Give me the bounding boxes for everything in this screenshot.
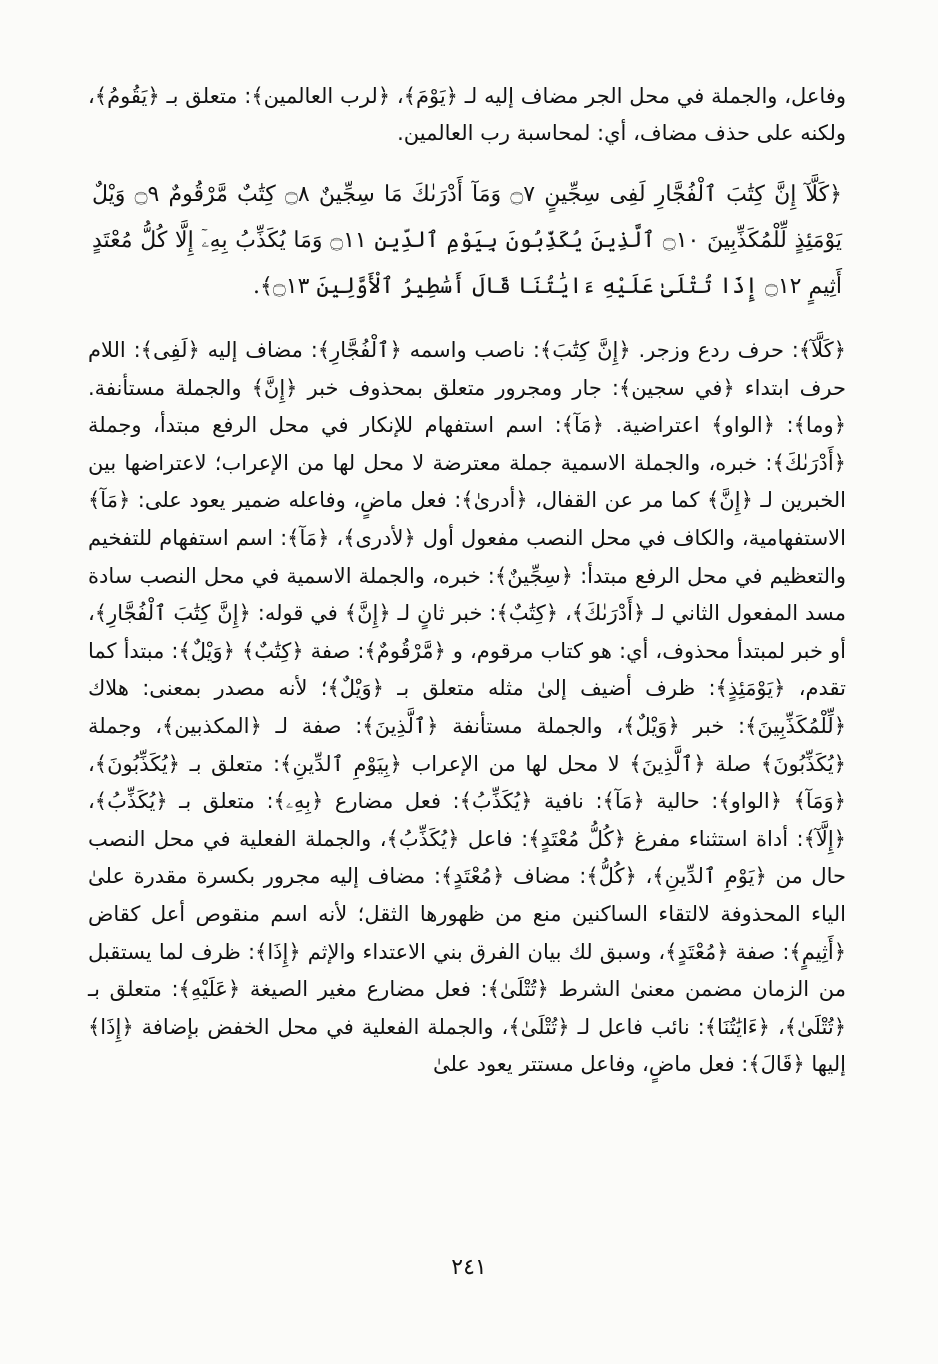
intro-paragraph: وفاعل، والجملة في محل الجر مضاف إليه لـ ﴿يَوْمَ﴾، ﴿لرب العالمين﴾: متعلق بـ ﴿يَقُومُ﴾، ولكنه على حذف مضاف، أي: لمحاسبة رب العالمين.	[88, 84, 846, 145]
quran-verses: ﴿كَلَّآ إِنَّ كِتَٰبَ ٱلْفُجَّارِ لَفِى سِجِّينٍ ۝٧ وَمَآ أَدْرَىٰكَ مَا سِجِّينٌ ۝٨ كِتَٰبٌ مَّرْقُومٌ ۝٩ وَيْلٌ يَوْمَئِذٍ لِّلْمُكَذِّبِينَ ۝١٠ ٱلَّذِينَ يُكَذِّبُونَ بِيَوْمِ ٱلدِّينِ ۝١١ وَمَا يُكَذِّبُ بِهِۦٓ إِلَّا كُلُّ مُعْتَدٍ أَثِيمٍ ۝١٢ إِذَا تُتْلَىٰ عَلَيْهِ ءَايَٰتُنَا قَالَ أَسَٰطِيرُ ٱلْأَوَّلِينَ ۝١٣﴾.	[92, 182, 842, 299]
grammar-analysis-paragraph: ﴿كَلَّآ﴾: حرف ردع وزجر. ﴿إِنَّ كِتَٰبَ﴾: ناصب واسمه ﴿ٱلْفُجَّارِ﴾: مضاف إليه ﴿لَفِى﴾: اللام حرف ابتداء ﴿في سجين﴾: جار ومجرور متعلق بمحذوف خبر ﴿إِنَّ﴾ والجملة مستأنفة. ﴿وما﴾: ﴿الواو﴾ اعتراضية. ﴿مَآ﴾: اسم استفهام للإنكار في محل الرفع مبتدأ، وجملة ﴿أَدْرَىٰكَ﴾: خبره، والجملة الاسمية جملة معترضة لا محل لها من الإعراب؛ لاعتراضها بين الخبرين لـ ﴿إِنَّ﴾ كما مر عن القفال، ﴿أدرىٰ﴾: فعل ماضٍ، وفاعله ضمير يعود على: ﴿مَآ﴾ الاستفهامية، والكاف في محل النصب مفعول أول ﴿لأدرى﴾، ﴿مَآ﴾: اسم استفهام للتفخيم والتعظيم في محل الرفع مبتدأ: ﴿سِجِّينٌ﴾: خبره، والجملة الاسمية في محل النصب سادة مسد المفعول الثاني لـ ﴿أَدْرَىٰكَ﴾، ﴿كِتَٰبٌ﴾: خبر ثانٍ لـ ﴿إِنَّ﴾ في قوله: ﴿إِنَّ كِتَٰبَ ٱلْفُجَّارِ﴾، أو خبر لمبتدأ محذوف، أي: هو كتاب مرقوم، و ﴿مَّرْقُومٌ﴾: صفة ﴿كِتَٰبٌ﴾ ﴿وَيْلٌ﴾: مبتدأ كما تقدم، ﴿يَوْمَئِذٍ﴾: ظرف أضيف إلىٰ مثله متعلق بـ ﴿وَيْلٌ﴾؛ لأنه مصدر بمعنى: هلاك ﴿لِّلْمُكَذِّبِينَ﴾: خبر ﴿وَيْلٌ﴾، والجملة مستأنفة ﴿ٱلَّذِينَ﴾: صفة لـ ﴿المكذبين﴾، وجملة ﴿يُكَذِّبُونَ﴾ صلة ﴿ٱلَّذِينَ﴾ لا محل لها من الإعراب ﴿بِيَوْمِ ٱلدِّينِ﴾: متعلق بـ ﴿يُكَذِّبُونَ﴾، ﴿وَمَآ﴾ ﴿الواو﴾: حالية ﴿مَآ﴾: نافية ﴿يُكَذِّبُ﴾: فعل مضارع ﴿بِهِۦ﴾: متعلق بـ ﴿يُكَذِّبُ﴾، ﴿إِلَّآ﴾: أداة استثناء مفرغ ﴿كُلُّ مُعْتَدٍ﴾: فاعل ﴿يُكَذِّبُ﴾، والجملة الفعلية في محل النصب حال من ﴿يَوْمِ ٱلدِّينِ﴾، ﴿كُلُّ﴾: مضاف ﴿مُعْتَدٍ﴾: مضاف إليه مجرور بكسرة مقدرة علىٰ الياء المحذوفة لالتقاء الساكنين منع من ظهورها الثقل؛ لأنه اسم منقوص أعل كقاض ﴿أَثِيمٍ﴾: صفة ﴿مُعْتَدٍ﴾، وسبق لك بيان الفرق بني الاعتداء والإثم ﴿إِذَا﴾: ظرف لما يستقبل من الزمان مضمن معنىٰ الشرط ﴿تُتْلَىٰ﴾: فعل مضارع مغير الصيغة ﴿عَلَيْهِ﴾: متعلق بـ ﴿تُتْلَىٰ﴾، ﴿ءَايَٰتُنَا﴾: نائب فاعل لـ ﴿تُتْلَىٰ﴾، والجملة الفعلية في محل الخفض بإضافة ﴿إِذَا﴾ إليها ﴿قَالَ﴾: فعل ماضٍ، وفاعل مستتر يعود علىٰ	[88, 338, 846, 1077]
page-content	[88, 78, 846, 1304]
page-number: ٢٤١	[451, 1255, 487, 1280]
